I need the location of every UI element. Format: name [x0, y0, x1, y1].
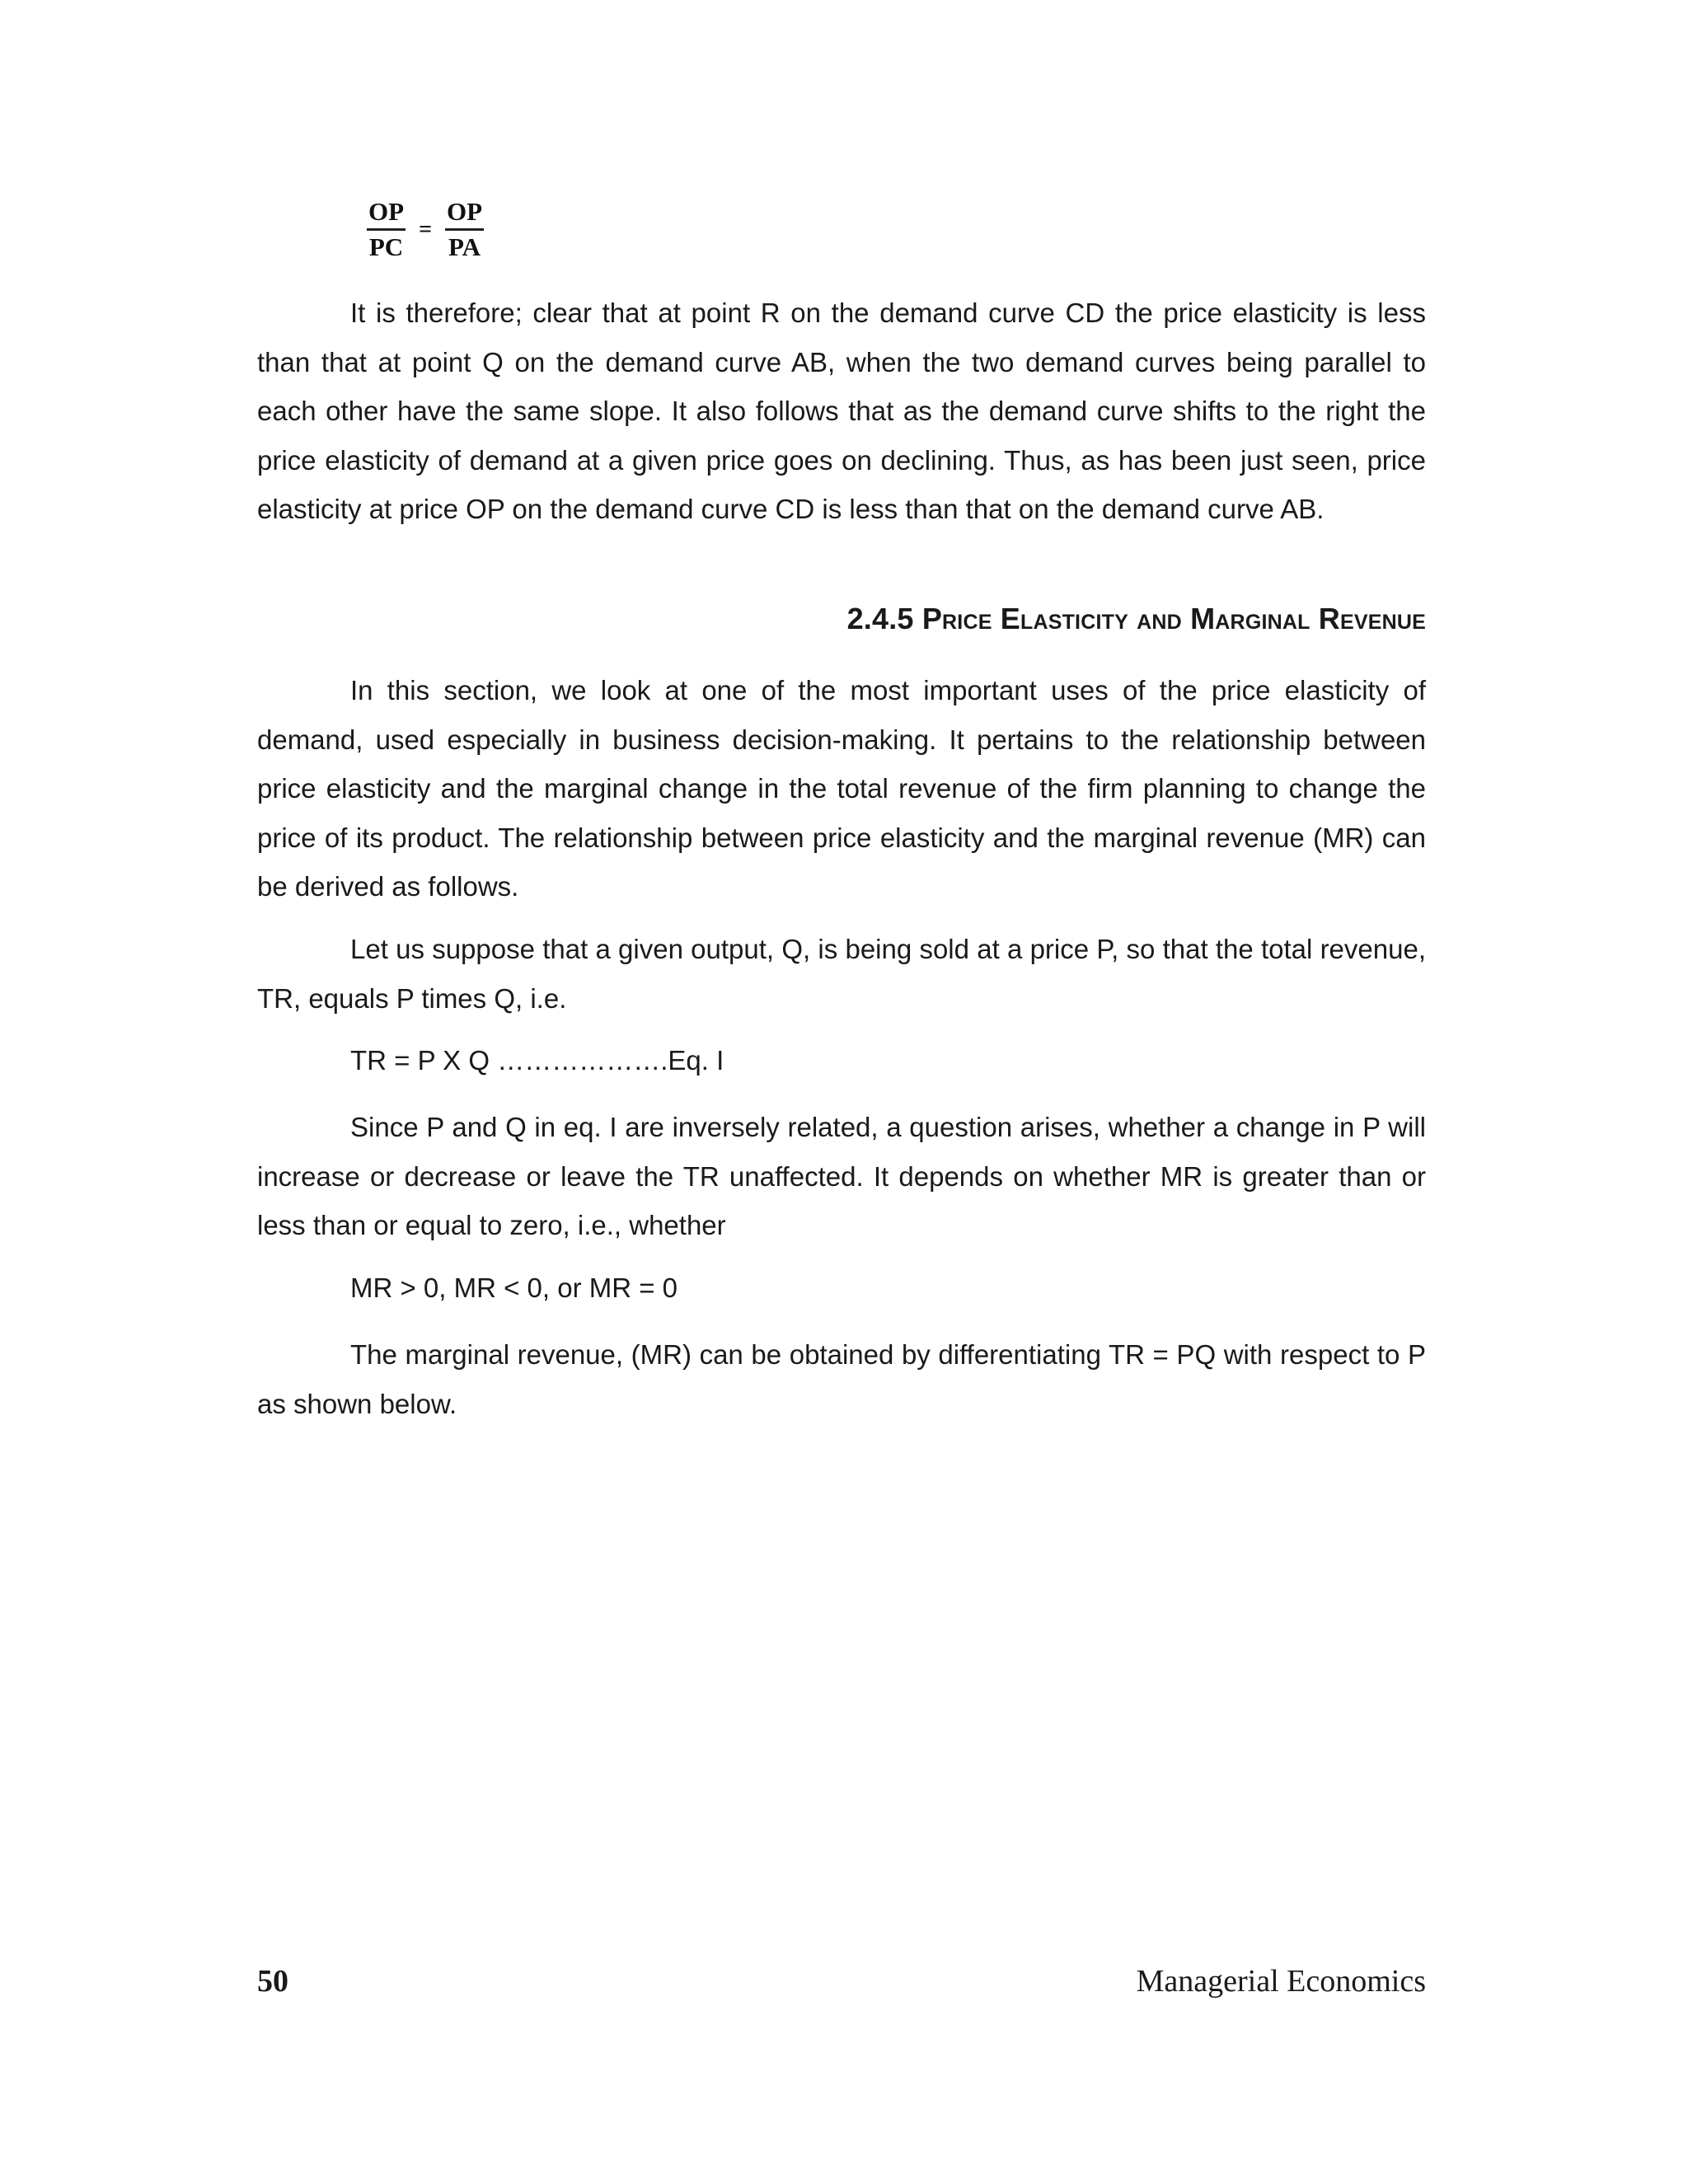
book-title: Managerial Economics [1136, 1964, 1426, 1999]
equals-sign: = [419, 216, 433, 242]
right-denominator: PA [448, 232, 481, 262]
paragraph-marginal-revenue: The marginal revenue, (MR) can be obtained by differentiating TR = PQ with respect to P as shown below. [257, 1339, 1426, 1419]
section-heading: 2.4.5 Price Elasticity and Marginal Revenue [846, 602, 1426, 635]
right-fraction [445, 198, 484, 261]
right-numerator: OP [445, 198, 484, 231]
equation-tr: TR = P X Q ……………….Eq. I [350, 1045, 724, 1076]
left-fraction [367, 198, 406, 261]
paragraph-elasticity-conclusion: It is therefore; clear that at point R on the demand curve CD the price elasticity is less than that at point Q on the demand curve AB, when the two demand curves being parallel to each other have the same slope. It also follows that as the demand curve shifts to the right the price elasticity of demand at a given price goes on declining. Thus, as has been just seen, price elasticity at price OP on the demand curve CD is less than that on the demand curve AB. [257, 298, 1426, 524]
equation-mr-conditions: MR > 0, MR < 0, or MR = 0 [350, 1272, 678, 1303]
paragraph-total-revenue: Let us suppose that a given output, Q, is being sold at a price P, so that the total revenue, TR, equals P times Q, i.e. [257, 934, 1426, 1014]
paragraph-section-intro: In this section, we look at one of the most important uses of the price elasticity of demand, used especially in business decision-making. It pertains to the relationship between price elasticity and the marginal change in the total revenue of the firm planning to change the price of its product. The relationship between price elasticity and the marginal revenue (MR) can be derived as follows. [257, 675, 1426, 902]
page-number: 50 [257, 1964, 288, 1999]
ratio-equation [367, 198, 484, 261]
left-denominator: PC [368, 232, 404, 262]
paragraph-inverse-relation: Since P and Q in eq. I are inversely related, a question arises, whether a change in P will increase or decrease or leave the TR unaffected. It depends on whether MR is greater than or less than or equal to zero, i.e., whether [257, 1112, 1426, 1240]
left-numerator: OP [367, 198, 406, 231]
